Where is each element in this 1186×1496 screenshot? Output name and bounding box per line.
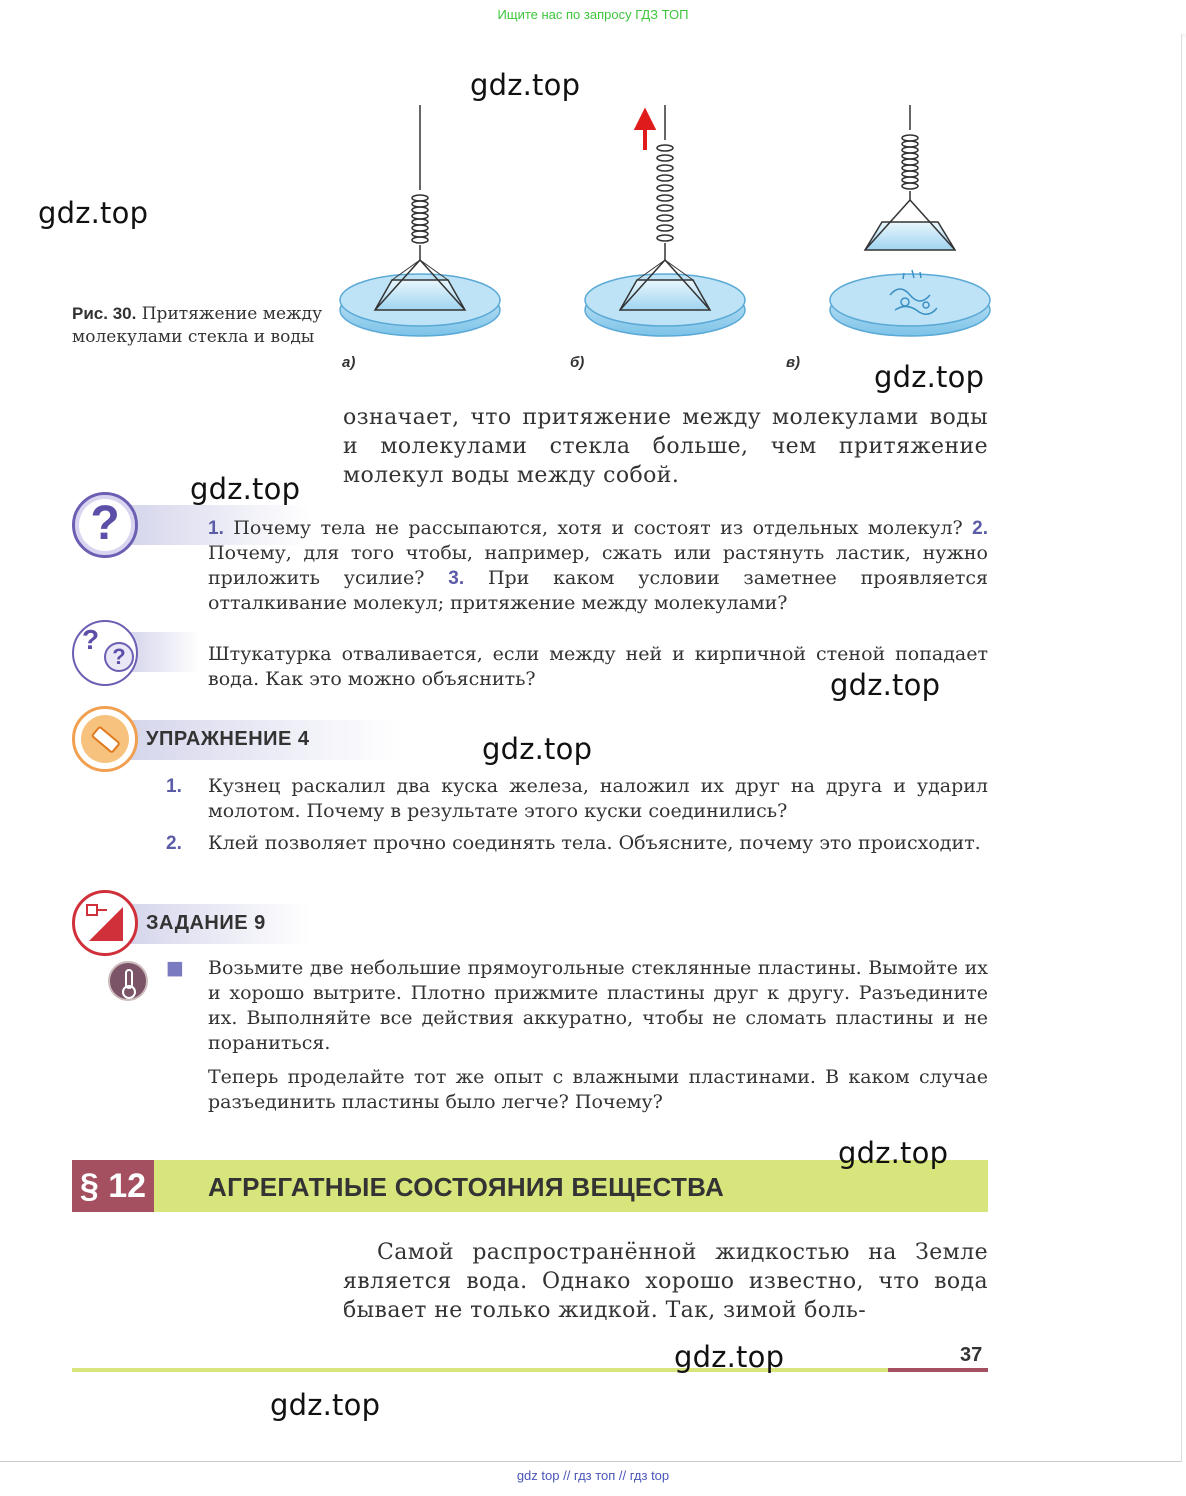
question-icon: ?: [72, 492, 138, 558]
paragraph-title: АГРЕГАТНЫЕ СОСТОЯНИЯ ВЕЩЕСТВА: [208, 1172, 725, 1202]
watermark: gdz.top: [482, 732, 593, 766]
question-1-number: 1.: [208, 518, 224, 539]
question-3: При каком условии заметнее проявляется отталкивание молекул; притяжение между молекулами?: [208, 567, 988, 614]
footer-line-accent: [888, 1368, 988, 1372]
top-banner: [0, 0, 1186, 34]
watermark: gdz.top: [270, 1388, 381, 1422]
task-label: ЗАДАНИЕ 9: [146, 912, 266, 934]
figure-caption: [72, 302, 332, 349]
question-2-number: 2.: [972, 518, 989, 539]
exercise-item-2: Клей позволяет прочно соединять тела. Объясните, почему это происходит.: [208, 832, 981, 854]
figure-a: [340, 105, 500, 336]
task-text-2: Теперь проделайте тот же опыт с влажными пластинами. В каком случае разъединить пластины было легче? Почему?: [208, 1066, 988, 1113]
watermark: gdz.top: [38, 196, 149, 230]
watermark: gdz.top: [830, 668, 941, 702]
task-icon: [72, 890, 138, 956]
figure-caption-text: Притяжение между молекулами стекла и воды: [72, 304, 323, 347]
watermark: gdz.top: [874, 360, 985, 394]
thermometer-icon: [108, 961, 148, 1001]
exercise-label: УПРАЖНЕНИЕ 4: [146, 728, 310, 750]
exercise-item-2-number: 2.: [166, 833, 182, 854]
task-text-1: Возьмите две небольшие прямоугольные стеклянные пластины. Вымойте их и хорошо вытрите. Плотно прижмите пластины друг к другу. Разъедините их. Выполняйте все действия аккуратно, чтобы не сломать пластины и не пораниться.: [208, 957, 988, 1054]
figure-illustration: [330, 100, 1010, 350]
think-question-text: Штукатурка отваливается, если между ней и кирпичной стеной попадает вода. Как это можно объяснить?: [208, 643, 988, 690]
figure-b: [585, 105, 745, 336]
exercise-item-1-number: 1.: [166, 776, 182, 797]
paragraph-number: § 12: [72, 1160, 154, 1212]
double-question-icon: ? ?: [72, 620, 138, 686]
question-1: Почему тела не рассыпаются, хотя и состоят из отдельных молекул?: [233, 517, 963, 539]
bottom-links[interactable]: gdz top // гдз топ // гдз top: [516, 1468, 670, 1483]
think-band: [130, 632, 200, 672]
watermark: gdz.top: [674, 1340, 785, 1374]
watermark: gdz.top: [470, 68, 581, 102]
page-number: 37: [960, 1344, 983, 1366]
question-3-number: 3.: [448, 568, 465, 589]
paragraph-text: Самой распространённой жидкостью на Земле является вода. Однако хорошо известно, что вода бывает не только жидкой. Так, зимой боль-: [343, 1240, 988, 1323]
question-2: Почему, для того чтобы, например, сжать или растянуть ластик, нужно приложить усилие?: [208, 542, 988, 589]
watermark: gdz.top: [190, 472, 301, 506]
figure-label-c: в): [786, 354, 801, 371]
top-banner-text: Ищите нас по запросу ГДЗ ТОП: [497, 7, 689, 22]
exercise-item-1: Кузнец раскалил два куска железа, наложил их друг на друга и ударил молотом. Почему в результате этого куски соединились?: [208, 775, 988, 822]
figure-caption-number: Рис. 30.: [72, 304, 137, 323]
figure-c: [830, 105, 990, 336]
pencil-icon: [72, 706, 138, 772]
figure-label-b: б): [570, 354, 585, 371]
watermark: gdz.top: [838, 1136, 949, 1170]
figure-label-a: а): [342, 354, 356, 371]
intro-paragraph: означает, что притяжение между молекулами воды и молекулами стекла больше, чем притяжение молекул воды между собой.: [343, 405, 988, 488]
questions-text: [208, 516, 988, 616]
task-bullet: ■: [166, 957, 184, 979]
